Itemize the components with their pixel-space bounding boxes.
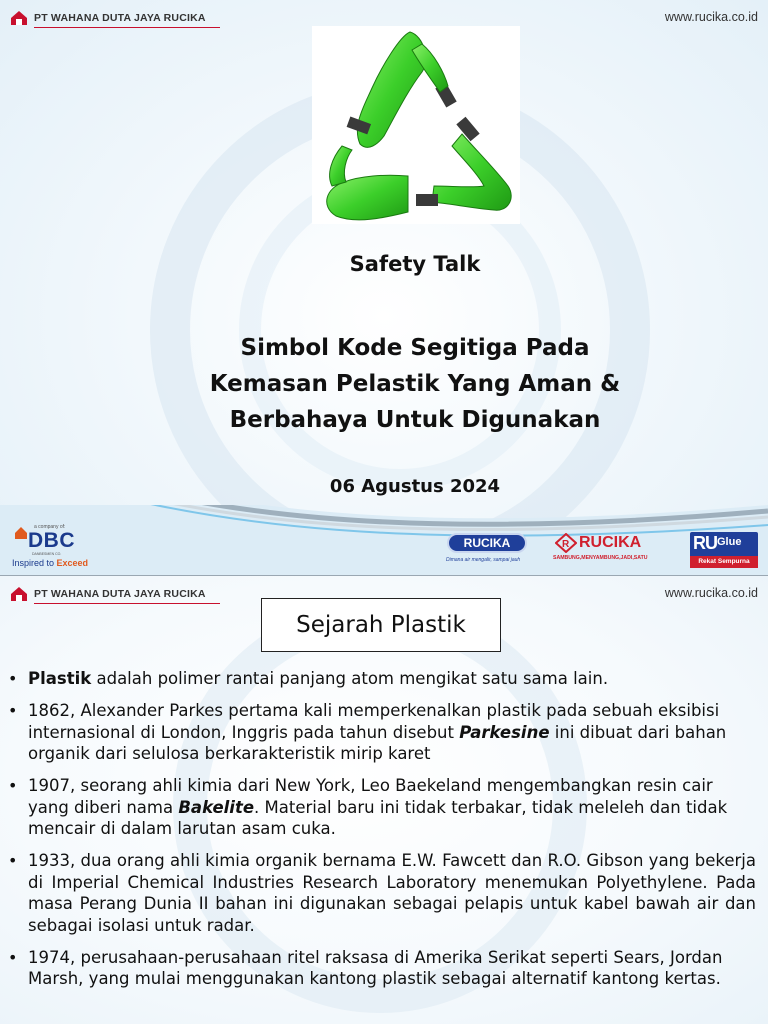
bullet-dot-icon: • — [8, 851, 18, 870]
bullet-text: ini dibuat dari bahan organik dari selulosa berkarakteristik mirip karet — [28, 722, 727, 763]
rucika-red-slogan: SAMBUNG,MENYAMBUNG,JADI,SATU — [553, 555, 648, 561]
bullet-bold: Plastik — [28, 669, 92, 688]
company-logo-2 — [10, 586, 206, 602]
rucika-logo — [444, 530, 532, 570]
website-link-2[interactable]: www.rucika.co.id — [664, 586, 758, 600]
slide-date: 06 Agustus 2024 — [329, 476, 501, 497]
list-item — [6, 668, 756, 690]
bullet-text: 1933, dua orang ahli kimia organik bernama E.W. Fawcett dan R.O. Gibson yang bekerja di Imperial Chemical Industries Research Laboratory menemukan Polyethylene. Pada masa Perang Dunia II bahan ini digunakan sebagai pelapis untuk kabel bawah air dan sebagai isolasi untuk radar. — [28, 851, 756, 935]
dbc-tagline-emph: Exceed — [56, 558, 89, 568]
recycle-bottle-image — [312, 26, 520, 224]
subtitle-line: Simbol Kode Segitiga Pada — [240, 335, 590, 361]
list-item — [6, 850, 756, 936]
ruglue-strip: Rekat Sempurna — [690, 556, 758, 568]
bullet-dot-icon: • — [8, 701, 18, 720]
bullet-emph: Bakelite — [178, 797, 255, 817]
bullet-text: 1862, Alexander Parkes pertama kali memperkenalkan plastik pada sebuah eksibisi internasional di London, Inggris pada tahun disebut — [28, 701, 720, 742]
dbc-name: DBC — [28, 529, 75, 552]
bullet-text: adalah polimer rantai panjang atom mengikat satu sama lain. — [91, 669, 609, 688]
dbc-tagline-prefix: Inspired to — [12, 558, 57, 568]
list-item — [6, 700, 756, 765]
company-name: PT WAHANA DUTA JAYA RUCIKA — [34, 588, 206, 600]
rucika-diamond-icon — [555, 533, 577, 553]
ruglue-glue: Glue — [717, 536, 742, 548]
dbc-logo — [12, 522, 122, 574]
company-name-underline — [34, 603, 220, 604]
ruglue-logo — [690, 532, 758, 568]
dbc-tagline — [12, 558, 88, 568]
rucika-red-logo — [553, 532, 671, 568]
subtitle-line: Berbahaya Untuk Digunakan — [229, 407, 601, 433]
website-link[interactable]: www.rucika.co.id — [664, 10, 758, 24]
rucika-pill: RUCIKA — [447, 533, 527, 553]
bullet-dot-icon: • — [8, 776, 18, 795]
bullet-text: 1974, perusahaan-perusahaan ritel raksasa di Amerika Serikat seperti Sears, Jordan Marsh, yang mulai menggunakan kantong plastik sebagai alternatif kantong kertas. — [28, 947, 723, 988]
company-name-underline — [34, 27, 220, 28]
rucika-slogan: Dimana air mengalir, sampai jauh — [446, 557, 521, 563]
dbc-house-icon — [14, 526, 28, 540]
dbc-small-text: a company of: — [34, 524, 66, 530]
list-item — [6, 775, 756, 840]
svg-text:R: R — [562, 539, 570, 550]
bullet-dot-icon: • — [8, 669, 18, 688]
slide-title: Safety Talk — [349, 252, 481, 276]
bullet-text: . Material baru ini tidak terbakar, tidak meleleh dan tidak mencair di dalam larutan asam cuka. — [28, 797, 728, 838]
slide2-title: Sejarah Plastik — [261, 598, 501, 652]
list-item — [6, 947, 756, 990]
company-logo — [10, 10, 206, 26]
company-logo-icon — [10, 10, 28, 26]
bullet-emph: Parkesine — [459, 722, 550, 742]
slide-history — [0, 576, 768, 1024]
recycle-triangle-icon — [312, 26, 520, 224]
company-name: PT WAHANA DUTA JAYA RUCIKA — [34, 12, 206, 24]
bullet-dot-icon: • — [8, 947, 18, 967]
dbc-sub: DANBESMEN CO. — [32, 552, 62, 556]
history-bullet-list — [6, 668, 756, 1000]
subtitle-line: Kemasan Pelastik Yang Aman & — [209, 371, 621, 397]
company-logo-icon — [10, 586, 28, 602]
ruglue-ru: RU — [693, 533, 717, 553]
rucika-red-word: RUCIKA — [579, 534, 642, 551]
slide-subtitle — [150, 330, 680, 438]
bullet-text: 1907, seorang ahli kimia dari New York, Leo Baekeland mengembangkan resin cair yang diberi nama — [28, 776, 713, 817]
